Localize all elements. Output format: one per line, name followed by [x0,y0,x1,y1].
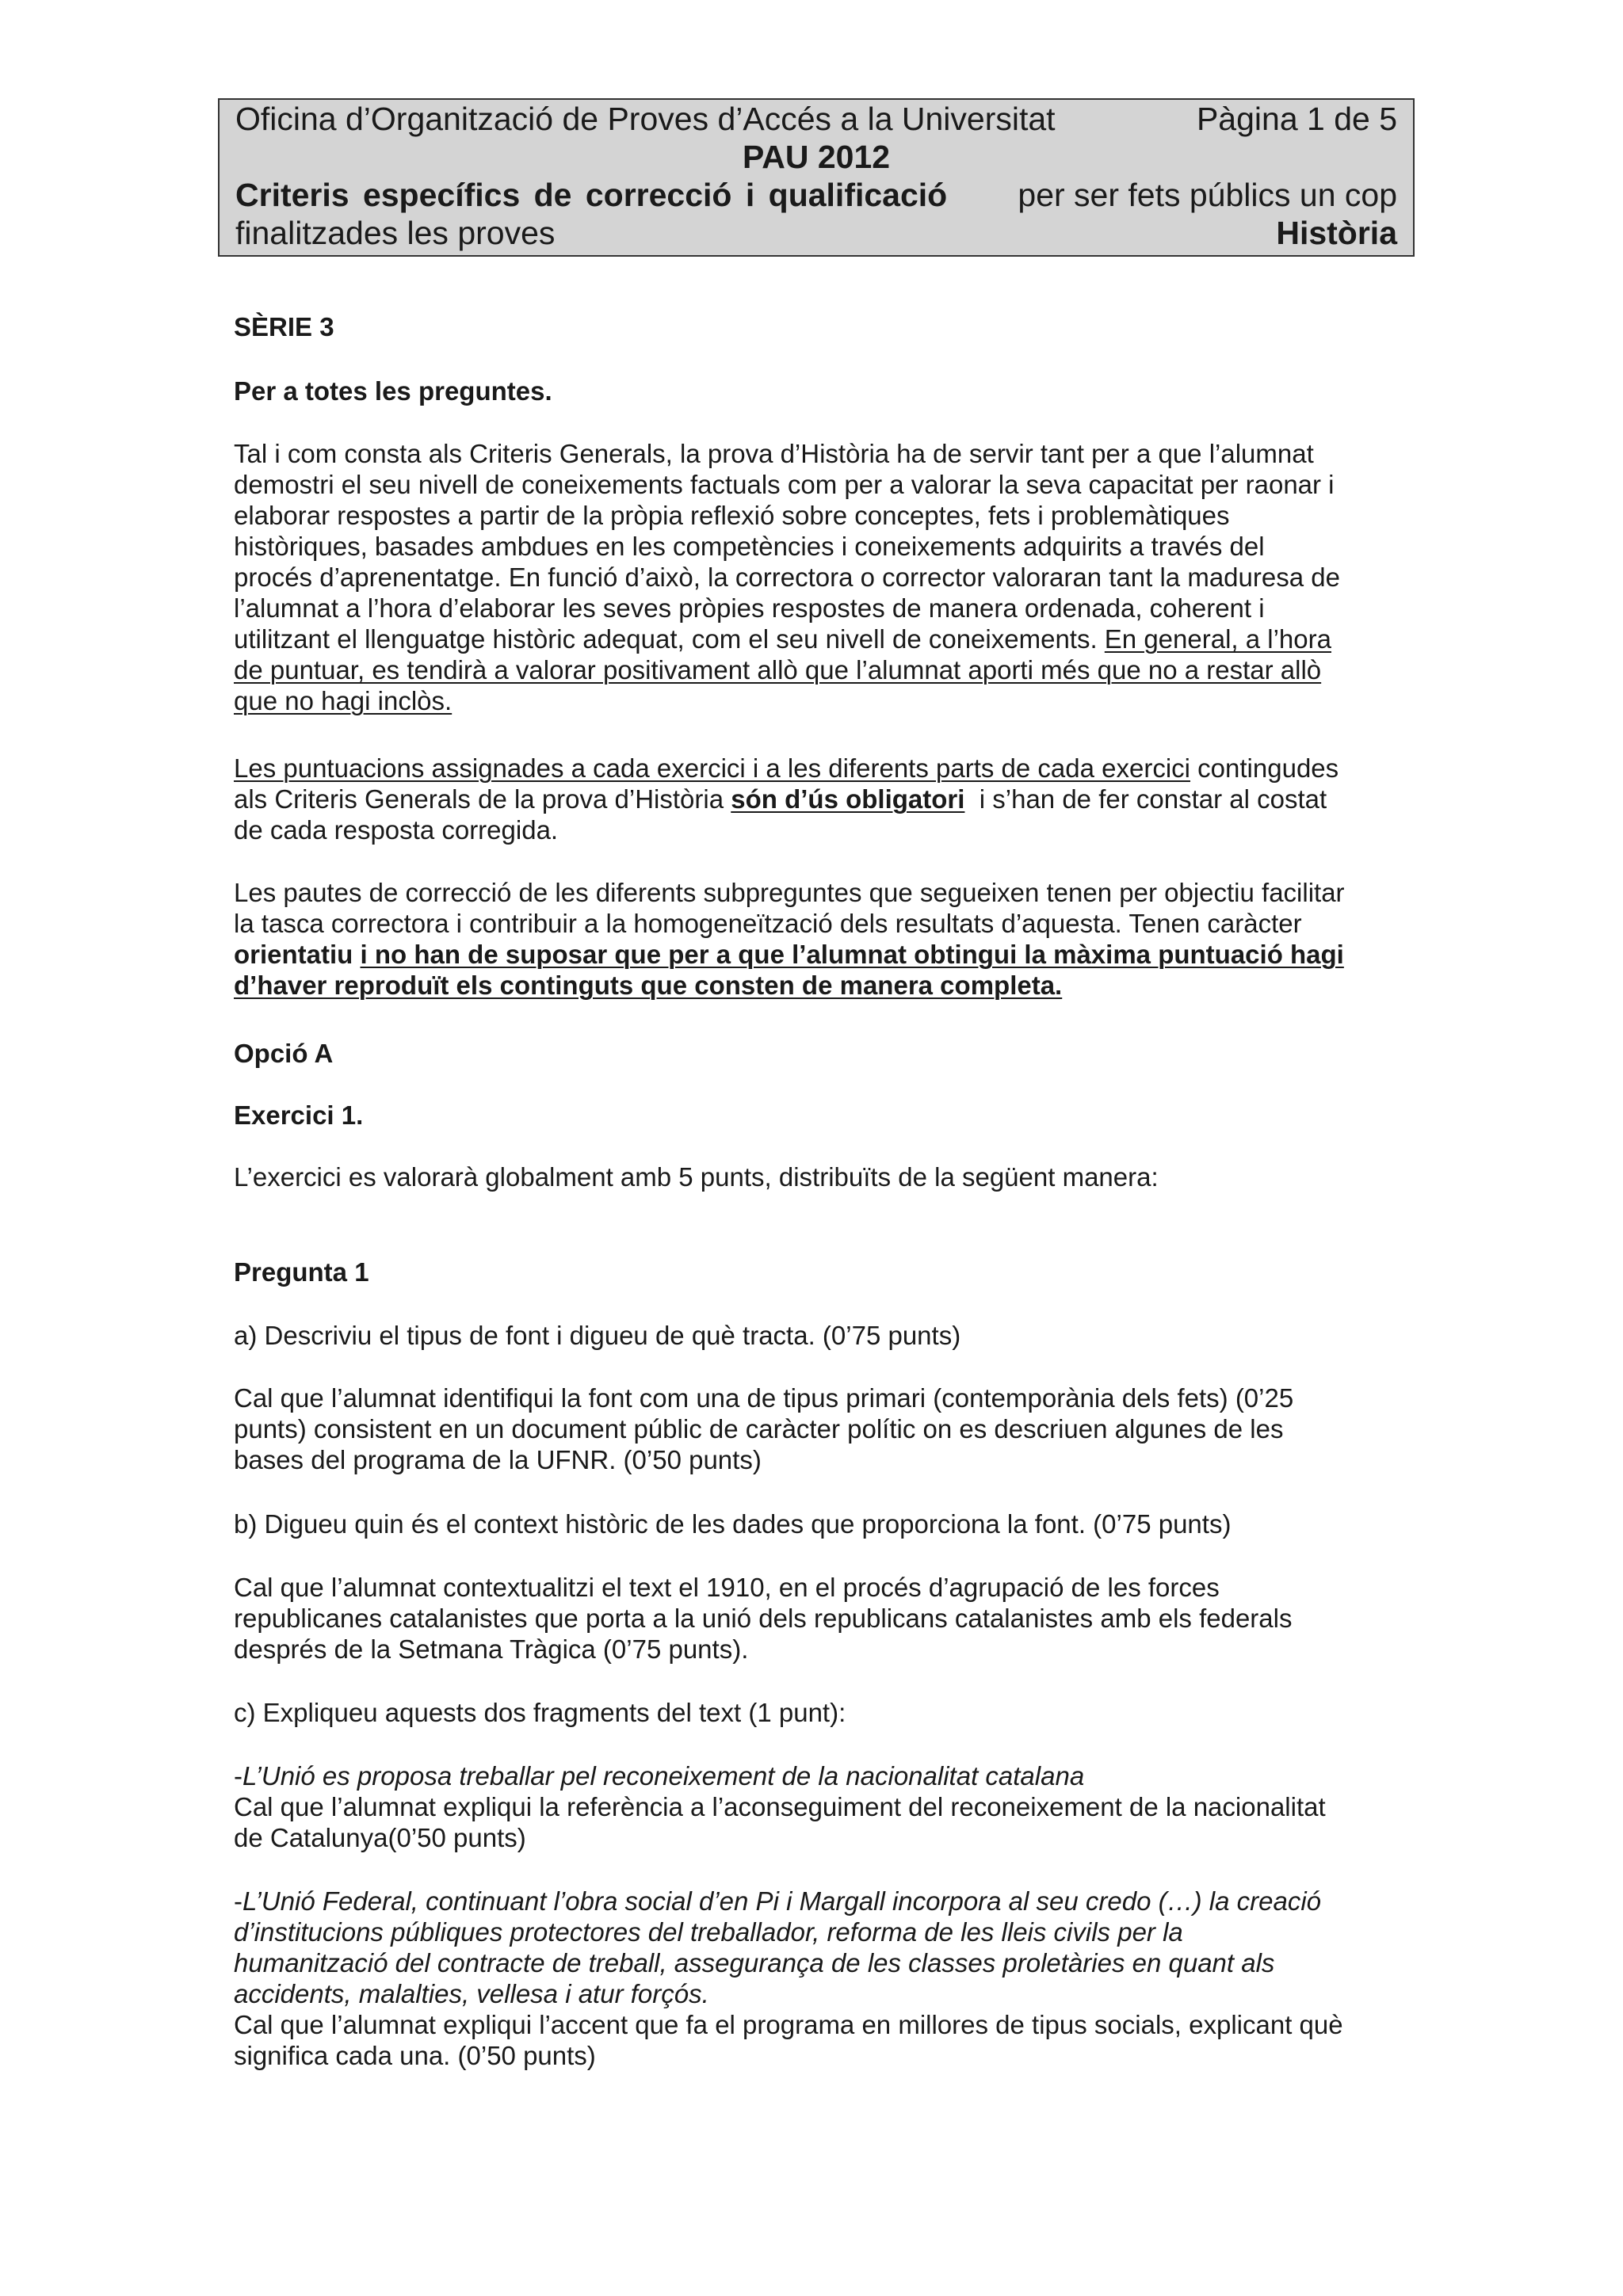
italic-quote: L’Unió es proposa treballar pel reconeixement de la nacionalitat catalana [242,1761,1085,1791]
bold-fragment: orientatiu [234,940,361,969]
text-line: històriques, basades ambdues en les competències i coneixements adquirits a través del [234,532,1265,561]
text-line: significa cada una. (0’50 punts) [234,2041,596,2070]
italic-quote: L’Unió Federal, continuant l’obra social d’en Pi i Margall incorpora al seu credo (…) la creació [242,1886,1322,1916]
text-line: Cal que l’alumnat contextualitzi el text el 1910, en el procés d’agrupació de les forces [234,1573,1220,1602]
text-line [234,1760,1407,1791]
exercise-description: L’exercici es valorarà globalment amb 5 punts, distribuïts de la següent manera: [234,1162,1159,1192]
text-line: de cada resposta corregida. [234,815,559,845]
underlined-line: de puntuar, es tendirà a valorar positivament allò que l’alumnat aporti més que no a restar allò [234,655,1322,685]
bold-underlined-fragment: i no han de suposar que per a que l’alumnat obtingui la màxima puntuació hagi [360,940,1344,969]
header-row-3 [235,176,1397,214]
text-line [234,753,1407,784]
question-c-fragment-2 [234,1886,1407,2071]
paragraph-general-criteria [234,438,1407,716]
text-line: republicanes catalanistes que porta a la unió dels republicans catalanistes amb els federals [234,1604,1293,1633]
italic-quote-line: humanització del contracte de treball, assegurança de les classes proletàries en quant als [234,1948,1275,1978]
header-criteria-rest: per ser fets públics un cop [1018,177,1397,213]
text-fragment: i s’han de fer constar al costat [964,784,1327,814]
option-heading: Opció A [234,1039,334,1068]
serie-heading: SÈRIE 3 [234,312,334,341]
text-line: Cal que l’alumnat expliqui l’accent que fa el programa en millores de tipus socials, explicant què [234,2010,1343,2039]
header-criteria: Criteris específics de correcció i qualificació [235,177,948,213]
text-line: Cal que l’alumnat expliqui la referència a l’aconseguiment del reconeixement de la nacionalitat [234,1792,1326,1821]
question-c-prompt: c) Expliqueu aquests dos fragments del text (1 punt): [234,1698,846,1727]
underlined-fragment: Les puntuacions assignades a cada exercici i a les diferents parts de cada exercici [234,753,1191,783]
question-a-prompt: a) Descriviu el tipus de font i digueu de què tracta. (0’75 punts) [234,1321,961,1350]
question-b-prompt: b) Digueu quin és el context històric de les dades que proporciona la font. (0’75 punts) [234,1509,1232,1539]
text-line: demostri el seu nivell de coneixements factuals com per a valorar la seva capacitat per raonar i [234,470,1335,499]
header-finalized: finalitzades les proves [235,215,556,251]
text-line [234,970,1407,1001]
header-subject: Història [1276,215,1397,251]
text-line: Les pautes de correcció de les diferents subpreguntes que segueixen tenen per objectiu facilitar [234,878,1345,907]
question-heading: Pregunta 1 [234,1257,369,1287]
bold-underlined-fragment: són d’ús obligatori [731,784,965,814]
text-line: bases del programa de la UFNR. (0’50 punts) [234,1445,762,1474]
all-questions-heading: Per a totes les preguntes. [234,376,552,406]
text-line [234,624,1407,654]
question-a-answer [234,1383,1407,1475]
page-header [218,98,1415,257]
text-line: procés d’aprenentatge. En funció d’això, la correctora o corrector valoraran tant la maduresa de [234,563,1340,592]
underlined-fragment: En general, a l’hora [1104,624,1331,654]
dash: - [234,1761,242,1791]
bold-underlined-fragment: d’haver reproduït els continguts que consten de manera completa. [234,971,1063,1000]
text-line: elaborar respostes a partir de la pròpia reflexió sobre conceptes, fets i problemàtiques [234,501,1230,530]
text-line: Cal que l’alumnat identifiqui la font com una de tipus primari (contemporània dels fets) (0’25 [234,1383,1294,1413]
text-line [234,1886,1407,1917]
header-row-2 [235,138,1397,176]
text-fragment: utilitzant el llenguatge històric adequat, com el seu nivell de coneixements. [234,624,1105,654]
question-c-fragment-1 [234,1760,1407,1853]
text-line: de Catalunya(0’50 punts) [234,1823,526,1852]
text-line [234,784,1407,814]
text-line: la tasca correctora i contribuir a la homogeneïtzació dels resultats d’aquesta. Tenen caràcter [234,909,1302,938]
question-b-answer [234,1572,1407,1665]
header-office: Oficina d’Organització de Proves d’Accés a la Universitat [235,101,1056,137]
dash: - [234,1886,242,1916]
paragraph-scores [234,753,1407,845]
header-row-4 [235,214,1397,252]
italic-quote-line: accidents, malalties, vellesa i atur forçós. [234,1979,709,2008]
italic-quote-line: d’institucions públiques protectores del treballador, reforma de les lleis civils per la [234,1917,1183,1947]
text-line: després de la Setmana Tràgica (0’75 punts). [234,1634,749,1664]
text-line: punts) consistent en un document públic de caràcter polític on es descriuen algunes de les [234,1414,1284,1444]
header-exam: PAU 2012 [742,139,891,175]
underlined-fragment: que no hagi inclòs. [234,686,453,715]
text-fragment: als Criteris Generals de la prova d’Història [234,784,731,814]
header-row-1 [235,100,1397,138]
text-fragment: contingudes [1190,753,1339,783]
paragraph-guidelines [234,877,1407,1001]
text-line [234,685,1407,716]
text-line: l’alumnat a l’hora d’elaborar les seves pròpies respostes de manera ordenada, coherent i [234,593,1265,623]
exercise-heading: Exercici 1. [234,1100,364,1130]
text-line [234,939,1407,970]
header-page-number: Pàgina 1 de 5 [1196,101,1397,137]
text-line: Tal i com consta als Criteris Generals, la prova d’Història ha de servir tant per a que l’alumnat [234,439,1314,468]
